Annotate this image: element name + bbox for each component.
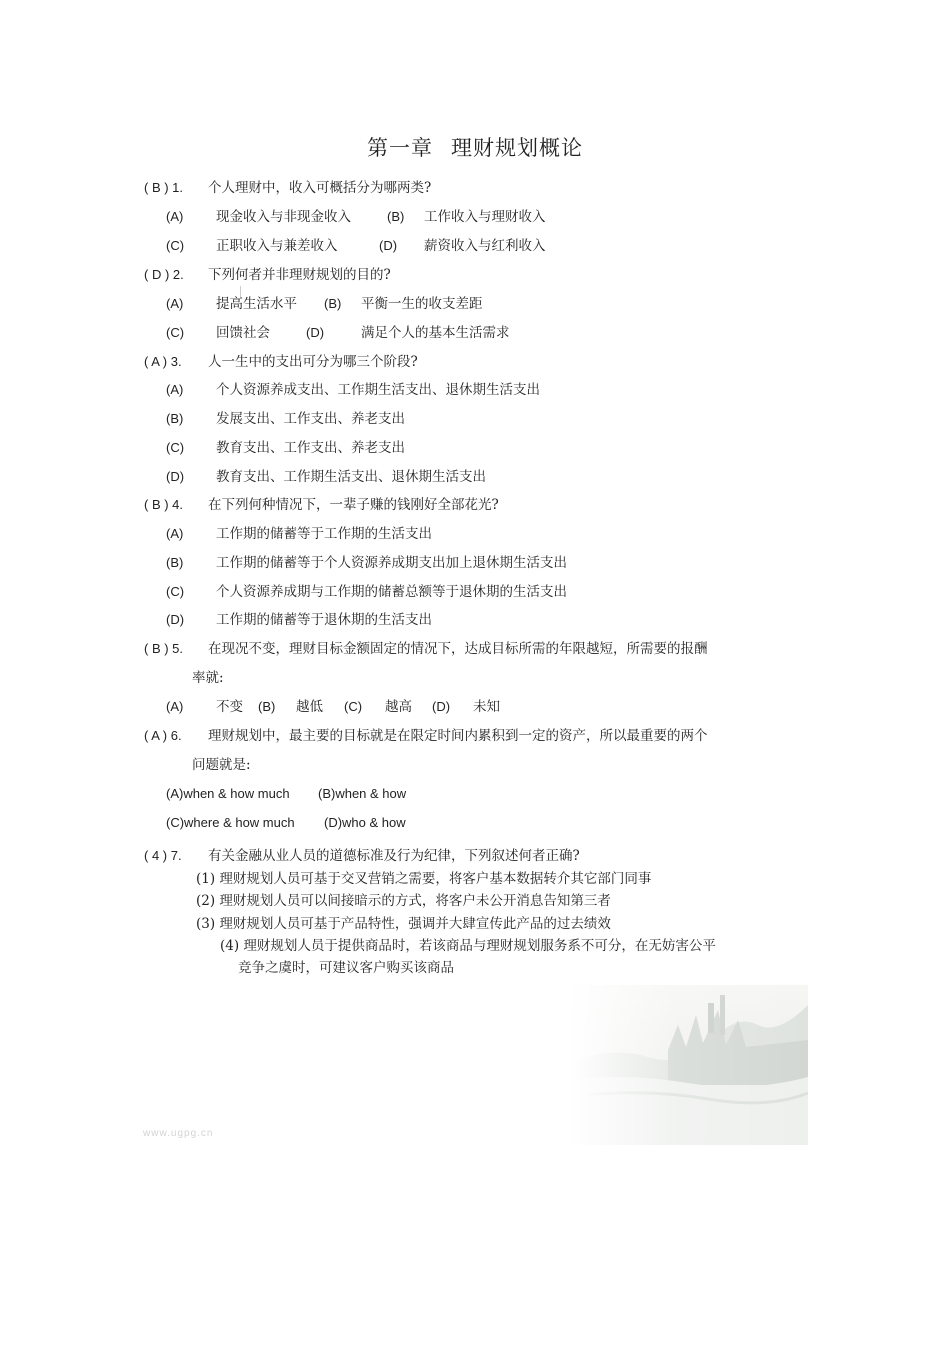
question-text: 人一生中的支出可分为哪三个阶段? bbox=[208, 354, 418, 370]
option-label: (C) bbox=[344, 699, 363, 714]
answer-key: ( A ) 3. bbox=[144, 354, 182, 369]
option-label: (C) bbox=[166, 325, 185, 340]
question-5 bbox=[144, 640, 708, 658]
answer-key: ( B ) 1. bbox=[144, 180, 184, 195]
option-text: 提高生活水平 bbox=[216, 296, 297, 312]
option-text: 满足个人的基本生活需求 bbox=[361, 325, 510, 341]
statement-text-continued: 竞争之虞时，可建议客户购买该商品 bbox=[238, 960, 454, 976]
option-text: 不变 bbox=[216, 699, 243, 715]
q4-option-d bbox=[166, 611, 432, 629]
chapter-name: 理财规划概论 bbox=[451, 136, 583, 160]
option-a: (A)when & how much bbox=[166, 786, 290, 801]
option-label: (D) bbox=[166, 612, 185, 627]
question-text: 理财规划中，最主要的目标就是在限定时间内累积到一定的资产，所以最重要的两个 bbox=[208, 728, 708, 744]
question-text: 个人理财中，收入可概括分为哪两类? bbox=[208, 180, 432, 196]
option-text: 越高 bbox=[385, 699, 412, 715]
option-label: (D) bbox=[379, 238, 398, 253]
question-5-continued bbox=[192, 669, 224, 687]
statement-text: (4) 理财规划人员于提供商品时，若该商品与理财规划服务系不可分，在无妨害公平 bbox=[220, 938, 716, 954]
question-text: 在现况不变，理财目标金额固定的情况下，达成目标所需的年限越短，所需要的报酬 bbox=[208, 641, 708, 657]
option-text: 未知 bbox=[473, 699, 500, 715]
q3-option-d bbox=[166, 468, 486, 486]
option-label: (B) bbox=[387, 209, 405, 224]
q7-item-4 bbox=[220, 937, 716, 955]
option-text: 工作收入与理财收入 bbox=[424, 209, 546, 225]
answer-key: ( 4 ) 7. bbox=[144, 848, 182, 863]
question-text: 下列何者并非理财规划的目的? bbox=[208, 267, 391, 283]
option-label: (B) bbox=[324, 296, 342, 311]
option-label: (B) bbox=[258, 699, 276, 714]
option-b: (B)when & how bbox=[318, 786, 407, 801]
q3-option-b bbox=[166, 410, 405, 428]
statement-text: (3) 理财规划人员可基于产品特性，强调并大肆宣传此产品的过去绩效 bbox=[196, 916, 611, 932]
option-text: 工作期的储蓄等于退休期的生活支出 bbox=[216, 612, 432, 628]
option-label: (B) bbox=[166, 555, 184, 570]
option-label: (C) bbox=[166, 238, 185, 253]
option-label: (A) bbox=[166, 699, 184, 714]
question-text: 在下列何种情况下，一辈子赚的钱刚好全部花光? bbox=[208, 497, 499, 513]
option-label: (D) bbox=[306, 325, 325, 340]
answer-key: ( A ) 6. bbox=[144, 728, 182, 743]
option-text: 平衡一生的收支差距 bbox=[361, 296, 483, 312]
question-7 bbox=[144, 847, 580, 865]
statement-text: (1) 理财规划人员可基于交叉营销之需要，将客户基本数据转介其它部门同事 bbox=[196, 871, 652, 887]
option-label: (A) bbox=[166, 296, 184, 311]
option-text: 薪资收入与红利收入 bbox=[424, 238, 546, 254]
option-text: 越低 bbox=[296, 699, 323, 715]
option-text: 现金收入与非现金收入 bbox=[216, 209, 351, 225]
option-label: (D) bbox=[432, 699, 451, 714]
option-label: (B) bbox=[166, 411, 184, 426]
landscape-watermark-image bbox=[568, 985, 808, 1145]
question-6-continued bbox=[192, 756, 251, 774]
q1-options-cd bbox=[166, 237, 546, 255]
option-text: 工作期的储蓄等于工作期的生活支出 bbox=[216, 526, 432, 542]
q3-option-a bbox=[166, 381, 540, 399]
option-label: (C) bbox=[166, 440, 185, 455]
watermark-url: www.ugpg.cn bbox=[143, 1128, 214, 1139]
option-text: 个人资源养成支出、工作期生活支出、退休期生活支出 bbox=[216, 382, 540, 398]
q7-item-4-continued bbox=[238, 959, 454, 977]
question-text-continued: 率就: bbox=[192, 670, 224, 686]
option-text: 工作期的储蓄等于个人资源养成期支出加上退休期生活支出 bbox=[216, 555, 567, 571]
question-6 bbox=[144, 727, 708, 745]
question-2 bbox=[144, 266, 391, 284]
option-text: 发展支出、工作支出、养老支出 bbox=[216, 411, 405, 427]
option-c: (C)where & how much bbox=[166, 815, 295, 830]
q2-options-cd bbox=[166, 324, 510, 342]
option-text: 教育支出、工作期生活支出、退休期生活支出 bbox=[216, 469, 486, 485]
q4-option-b bbox=[166, 554, 567, 572]
question-text: 有关金融从业人员的道德标准及行为纪律，下列叙述何者正确? bbox=[208, 848, 580, 864]
option-label: (A) bbox=[166, 209, 184, 224]
question-1 bbox=[144, 179, 431, 197]
q4-option-a bbox=[166, 525, 432, 543]
option-text: 回馈社会 bbox=[216, 325, 270, 341]
q1-options-ab bbox=[166, 208, 546, 226]
option-label: (A) bbox=[166, 382, 184, 397]
option-label: (A) bbox=[166, 526, 184, 541]
question-3 bbox=[144, 353, 418, 371]
option-label: (C) bbox=[166, 584, 185, 599]
option-text: 教育支出、工作支出、养老支出 bbox=[216, 440, 405, 456]
option-text: 个人资源养成期与工作期的储蓄总额等于退休期的生活支出 bbox=[216, 584, 567, 600]
page-title bbox=[0, 132, 950, 162]
q4-option-c bbox=[166, 583, 567, 601]
question-4 bbox=[144, 496, 499, 514]
q6-options-cd bbox=[166, 814, 406, 832]
chapter-number: 第一章 bbox=[367, 136, 433, 160]
q2-options-ab bbox=[166, 295, 483, 313]
statement-text: (2) 理财规划人员可以间接暗示的方式，将客户未公开消息告知第三者 bbox=[196, 893, 611, 909]
question-text-continued: 问题就是: bbox=[192, 757, 251, 773]
q7-item-2 bbox=[196, 892, 611, 910]
q3-option-c bbox=[166, 439, 405, 457]
answer-key: ( B ) 4. bbox=[144, 497, 184, 512]
q5-options bbox=[166, 698, 500, 716]
answer-key: ( D ) 2. bbox=[144, 267, 184, 282]
option-d: (D)who & how bbox=[324, 815, 406, 830]
answer-key: ( B ) 5. bbox=[144, 641, 184, 656]
q7-item-1 bbox=[196, 870, 651, 888]
option-label: (D) bbox=[166, 469, 185, 484]
q6-options-ab bbox=[166, 785, 406, 803]
option-text: 正职收入与兼差收入 bbox=[216, 238, 338, 254]
q7-item-3 bbox=[196, 915, 611, 933]
